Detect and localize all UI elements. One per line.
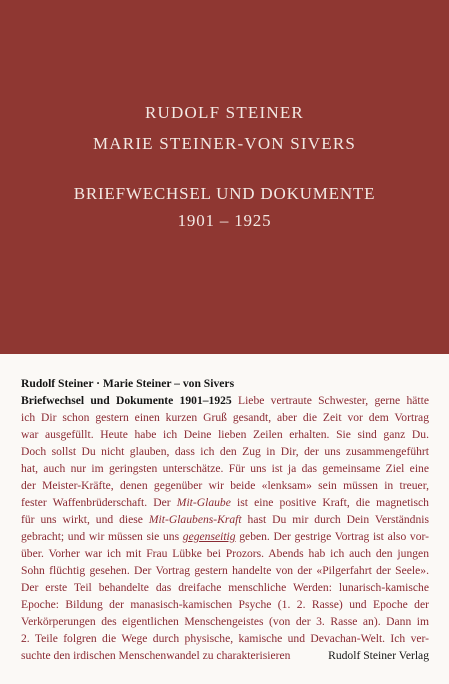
blurb-emphasis: Mit-Glaube: [176, 496, 231, 509]
blurb-text-segment: ist eine positive Kraft, die magnetisch: [230, 496, 429, 509]
blurb-text-segment: fester Waffenbrüderschaft. Der: [21, 496, 171, 509]
blurb-line: Epoche: Bildung der manasisch-kamischen Psyche (1. 2. Rasse) und Epoche der: [21, 598, 429, 611]
blurb-line: ich Dir schon gestern einen kurzen Gruß gesandt, aber die Zeit vor dem Vortrag: [21, 411, 429, 424]
book-years: 1901 – 1925: [177, 211, 272, 230]
blurb-last-line: [21, 647, 429, 664]
blurb-emphasis: Mit-Glaubens-Kraft: [148, 513, 242, 526]
blurb-line: war ausgefüllt. Heute habe ich Deine lieben Zeilen erhalten. Sie sind ganz Du.: [21, 428, 429, 441]
author-rudolf-steiner: RUDOLF STEINER: [145, 103, 304, 122]
blurb-line: hat, auch nur im geringsten unterschätze. Für uns ist ja das gemeinsame Ziel eine: [21, 462, 429, 475]
blurb-line: der Meister-Kräfte, denen gegenüber wir beide «lenksam» sein müssen in treuer,: [21, 479, 429, 492]
blurb-line: Der erste Teil behandelte das dreifache menschliche Werden: lunarisch-kamische: [21, 581, 429, 594]
blurb-line: Sohn flüchtig gesehen. Der Vortrag gestern handelte von der «Pilgerfahrt der Seele».: [21, 564, 429, 577]
blurb-panel: [0, 354, 449, 684]
blurb-line: [21, 494, 429, 511]
blurb-line: [21, 392, 429, 409]
blurb-text: [21, 375, 429, 664]
blurb-text-segment: geben. Der gestrige Vortrag ist also vor-: [235, 530, 429, 543]
blurb-line: [21, 511, 429, 528]
blurb-text-segment: gebracht; und wir müssen sie uns: [21, 530, 180, 543]
blurb-text-segment: hast Du mir durch Dein Verständnis: [241, 513, 429, 526]
blurb-line: Doch sollst Du nicht glauben, dass ich den Zug in Dir, der uns zusammengeführt: [21, 445, 429, 458]
blurb-line: über. Vorher war ich mit Frau Lübke bei Prozors. Abends hab ich auch den jungen: [21, 547, 429, 560]
blurb-line: Verkörperungen des eigentlichen Menschengeistes (von der 3. Rasse an). Dann im: [21, 615, 429, 628]
blurb-text-segment: suchte den irdischen Menschenwandel zu charakterisieren: [21, 649, 291, 662]
publisher-name: Rudolf Steiner Verlag: [328, 649, 429, 662]
blurb-text-segment: Liebe vertraute Schwester, gerne hätte: [231, 394, 429, 407]
blurb-emphasis: gegenseitig: [182, 530, 236, 543]
author-marie-steiner-von-sivers: MARIE STEINER-VON SIVERS: [92, 134, 357, 153]
blurb-line: 2. Teile folgren die Wege durch physische, kamische und Devachan-Welt. Ich ver-: [21, 632, 429, 645]
book-title: BRIEFWECHSEL UND DOKUMENTE: [73, 184, 376, 203]
blurb-heading-title: Briefwechsel und Dokumente 1901–1925: [21, 394, 232, 407]
blurb-text-segment: für uns wirkt, und diese: [21, 513, 143, 526]
blurb-heading-authors: Rudolf Steiner · Marie Steiner – von Sivers: [21, 377, 235, 390]
blurb-line: [21, 528, 429, 545]
